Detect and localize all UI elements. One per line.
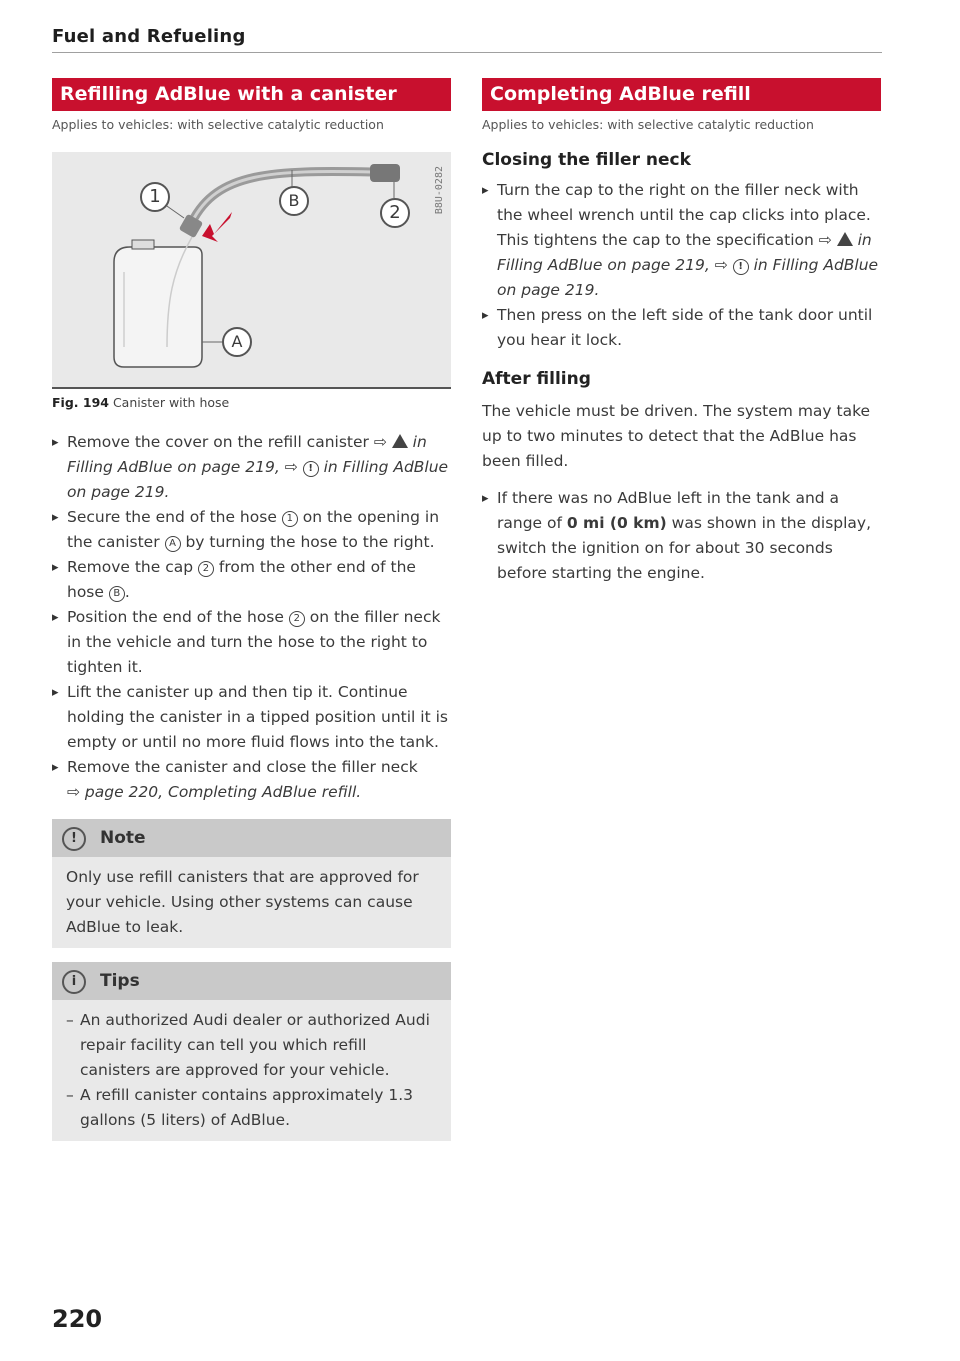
note-exclamation-icon: ! bbox=[303, 461, 319, 477]
ref-1: 1 bbox=[282, 511, 298, 527]
step-link-text[interactable]: ⇨ page 220, Completing AdBlue refill. bbox=[67, 783, 362, 801]
ref-b: B bbox=[109, 586, 125, 602]
tips-header bbox=[52, 962, 451, 1000]
note-exclamation-icon: ! bbox=[733, 259, 749, 275]
step-text: Secure the end of the hose bbox=[67, 508, 282, 526]
step-text: on the opening in the canister bbox=[67, 508, 440, 551]
running-header: Fuel and Refueling bbox=[52, 26, 246, 47]
closing-steps bbox=[482, 178, 881, 353]
tip-item: – An authorized Audi dealer or authorized Audi repair facility can tell you which refill canisters are approved for your vehicle. bbox=[66, 1008, 437, 1083]
refill-steps bbox=[52, 430, 451, 805]
step-text: Remove the cover on the refill canister ⇨ bbox=[67, 433, 392, 451]
right-column bbox=[482, 78, 881, 586]
note-title: Note bbox=[100, 828, 146, 848]
step-text: Position the end of the hose bbox=[67, 608, 289, 626]
figure-canister-with-hose bbox=[52, 152, 451, 389]
range-value: 0 mi (0 km) bbox=[566, 514, 667, 532]
ref-a: A bbox=[165, 536, 181, 552]
note-header bbox=[52, 819, 451, 857]
note-box bbox=[52, 819, 451, 948]
canister-illustration bbox=[52, 152, 451, 387]
step-text: If there was no AdBlue left in the tank and a range of bbox=[497, 489, 840, 532]
step-text: was shown in the display, switch the ignition on for about 30 seconds before starting the engine. bbox=[497, 514, 872, 582]
step-link-text[interactable]: in Filling AdBlue on page 219, ⇨ bbox=[67, 433, 427, 476]
section-heading-completing: Completing AdBlue refill bbox=[482, 78, 881, 111]
section-heading-refilling: Refilling AdBlue with a canister bbox=[52, 78, 451, 111]
step-text: on the filler neck in the vehicle and turn the hose to the right to tighten it. bbox=[67, 608, 441, 676]
after-filling-paragraph: The vehicle must be driven. The system may take up to two minutes to detect that the AdBlue has been filled. bbox=[482, 402, 871, 470]
applies-note: Applies to vehicles: with selective catalytic reduction bbox=[52, 117, 384, 132]
ref-2: 2 bbox=[198, 561, 214, 577]
figure-code: B8U-0282 bbox=[434, 166, 445, 215]
step-secure-hose bbox=[52, 505, 451, 555]
page-number: 220 bbox=[52, 1305, 103, 1333]
caption-number: Fig. 194 bbox=[52, 395, 109, 410]
exclamation-icon: ! bbox=[62, 827, 86, 851]
warning-icon bbox=[837, 232, 853, 246]
step-remove-cover bbox=[52, 430, 451, 505]
subheading-after-filling: After filling bbox=[482, 369, 591, 389]
note-text: Only use refill canisters that are approved for your vehicle. Using other systems can cause AdBlue to leak. bbox=[66, 868, 419, 936]
step-text: Turn the cap to the right on the filler neck with the wheel wrench until the cap clicks into place. This tightens the cap to the specification ⇨ bbox=[497, 181, 871, 249]
step-text: . bbox=[124, 583, 130, 601]
step-lift-canister: ▸ Lift the canister up and then tip it. Continue holding the canister in a tipped position until it is empty or until no more fluid flows into the tank. bbox=[52, 680, 451, 755]
figure-caption bbox=[52, 395, 451, 410]
after-filling-steps bbox=[482, 486, 881, 586]
step-link-text[interactable]: in Filling AdBlue on page 219, ⇨ bbox=[497, 231, 872, 274]
tips-body bbox=[52, 1000, 451, 1141]
step-remove-canister bbox=[52, 755, 451, 805]
step-remove-cap bbox=[52, 555, 451, 605]
step-text: by turning the hose to the right. bbox=[180, 533, 435, 551]
step-link-text[interactable]: in Filling AdBlue on page 219. bbox=[497, 256, 879, 299]
step-turn-cap bbox=[482, 178, 881, 303]
tips-title: Tips bbox=[100, 971, 140, 991]
callout-1: 1 bbox=[140, 182, 170, 212]
step-text: Remove the canister and close the filler neck bbox=[67, 758, 418, 776]
warning-icon bbox=[392, 434, 408, 448]
tips-box bbox=[52, 962, 451, 1141]
info-icon: i bbox=[62, 970, 86, 994]
ref-2: 2 bbox=[289, 611, 305, 627]
tip-item: – A refill canister contains approximately 1.3 gallons (5 liters) of AdBlue. bbox=[66, 1083, 437, 1133]
left-column bbox=[52, 78, 451, 1141]
step-position-hose bbox=[52, 605, 451, 680]
callout-b: B bbox=[279, 186, 309, 216]
callout-a: A bbox=[222, 327, 252, 357]
callout-2: 2 bbox=[380, 198, 410, 228]
step-text: Remove the cap bbox=[67, 558, 198, 576]
caption-text: Canister with hose bbox=[112, 395, 230, 410]
header-divider bbox=[52, 52, 882, 53]
step-press-tank-door: ▸ Then press on the left side of the tank door until you hear it lock. bbox=[482, 303, 881, 353]
tips-list bbox=[66, 1008, 437, 1133]
subheading-closing-filler-neck: Closing the filler neck bbox=[482, 150, 691, 170]
step-switch-ignition bbox=[482, 486, 881, 586]
applies-note: Applies to vehicles: with selective catalytic reduction bbox=[482, 117, 814, 132]
step-text: from the other end of the hose bbox=[67, 558, 416, 601]
step-link-text[interactable]: in Filling AdBlue on page 219. bbox=[67, 458, 449, 501]
